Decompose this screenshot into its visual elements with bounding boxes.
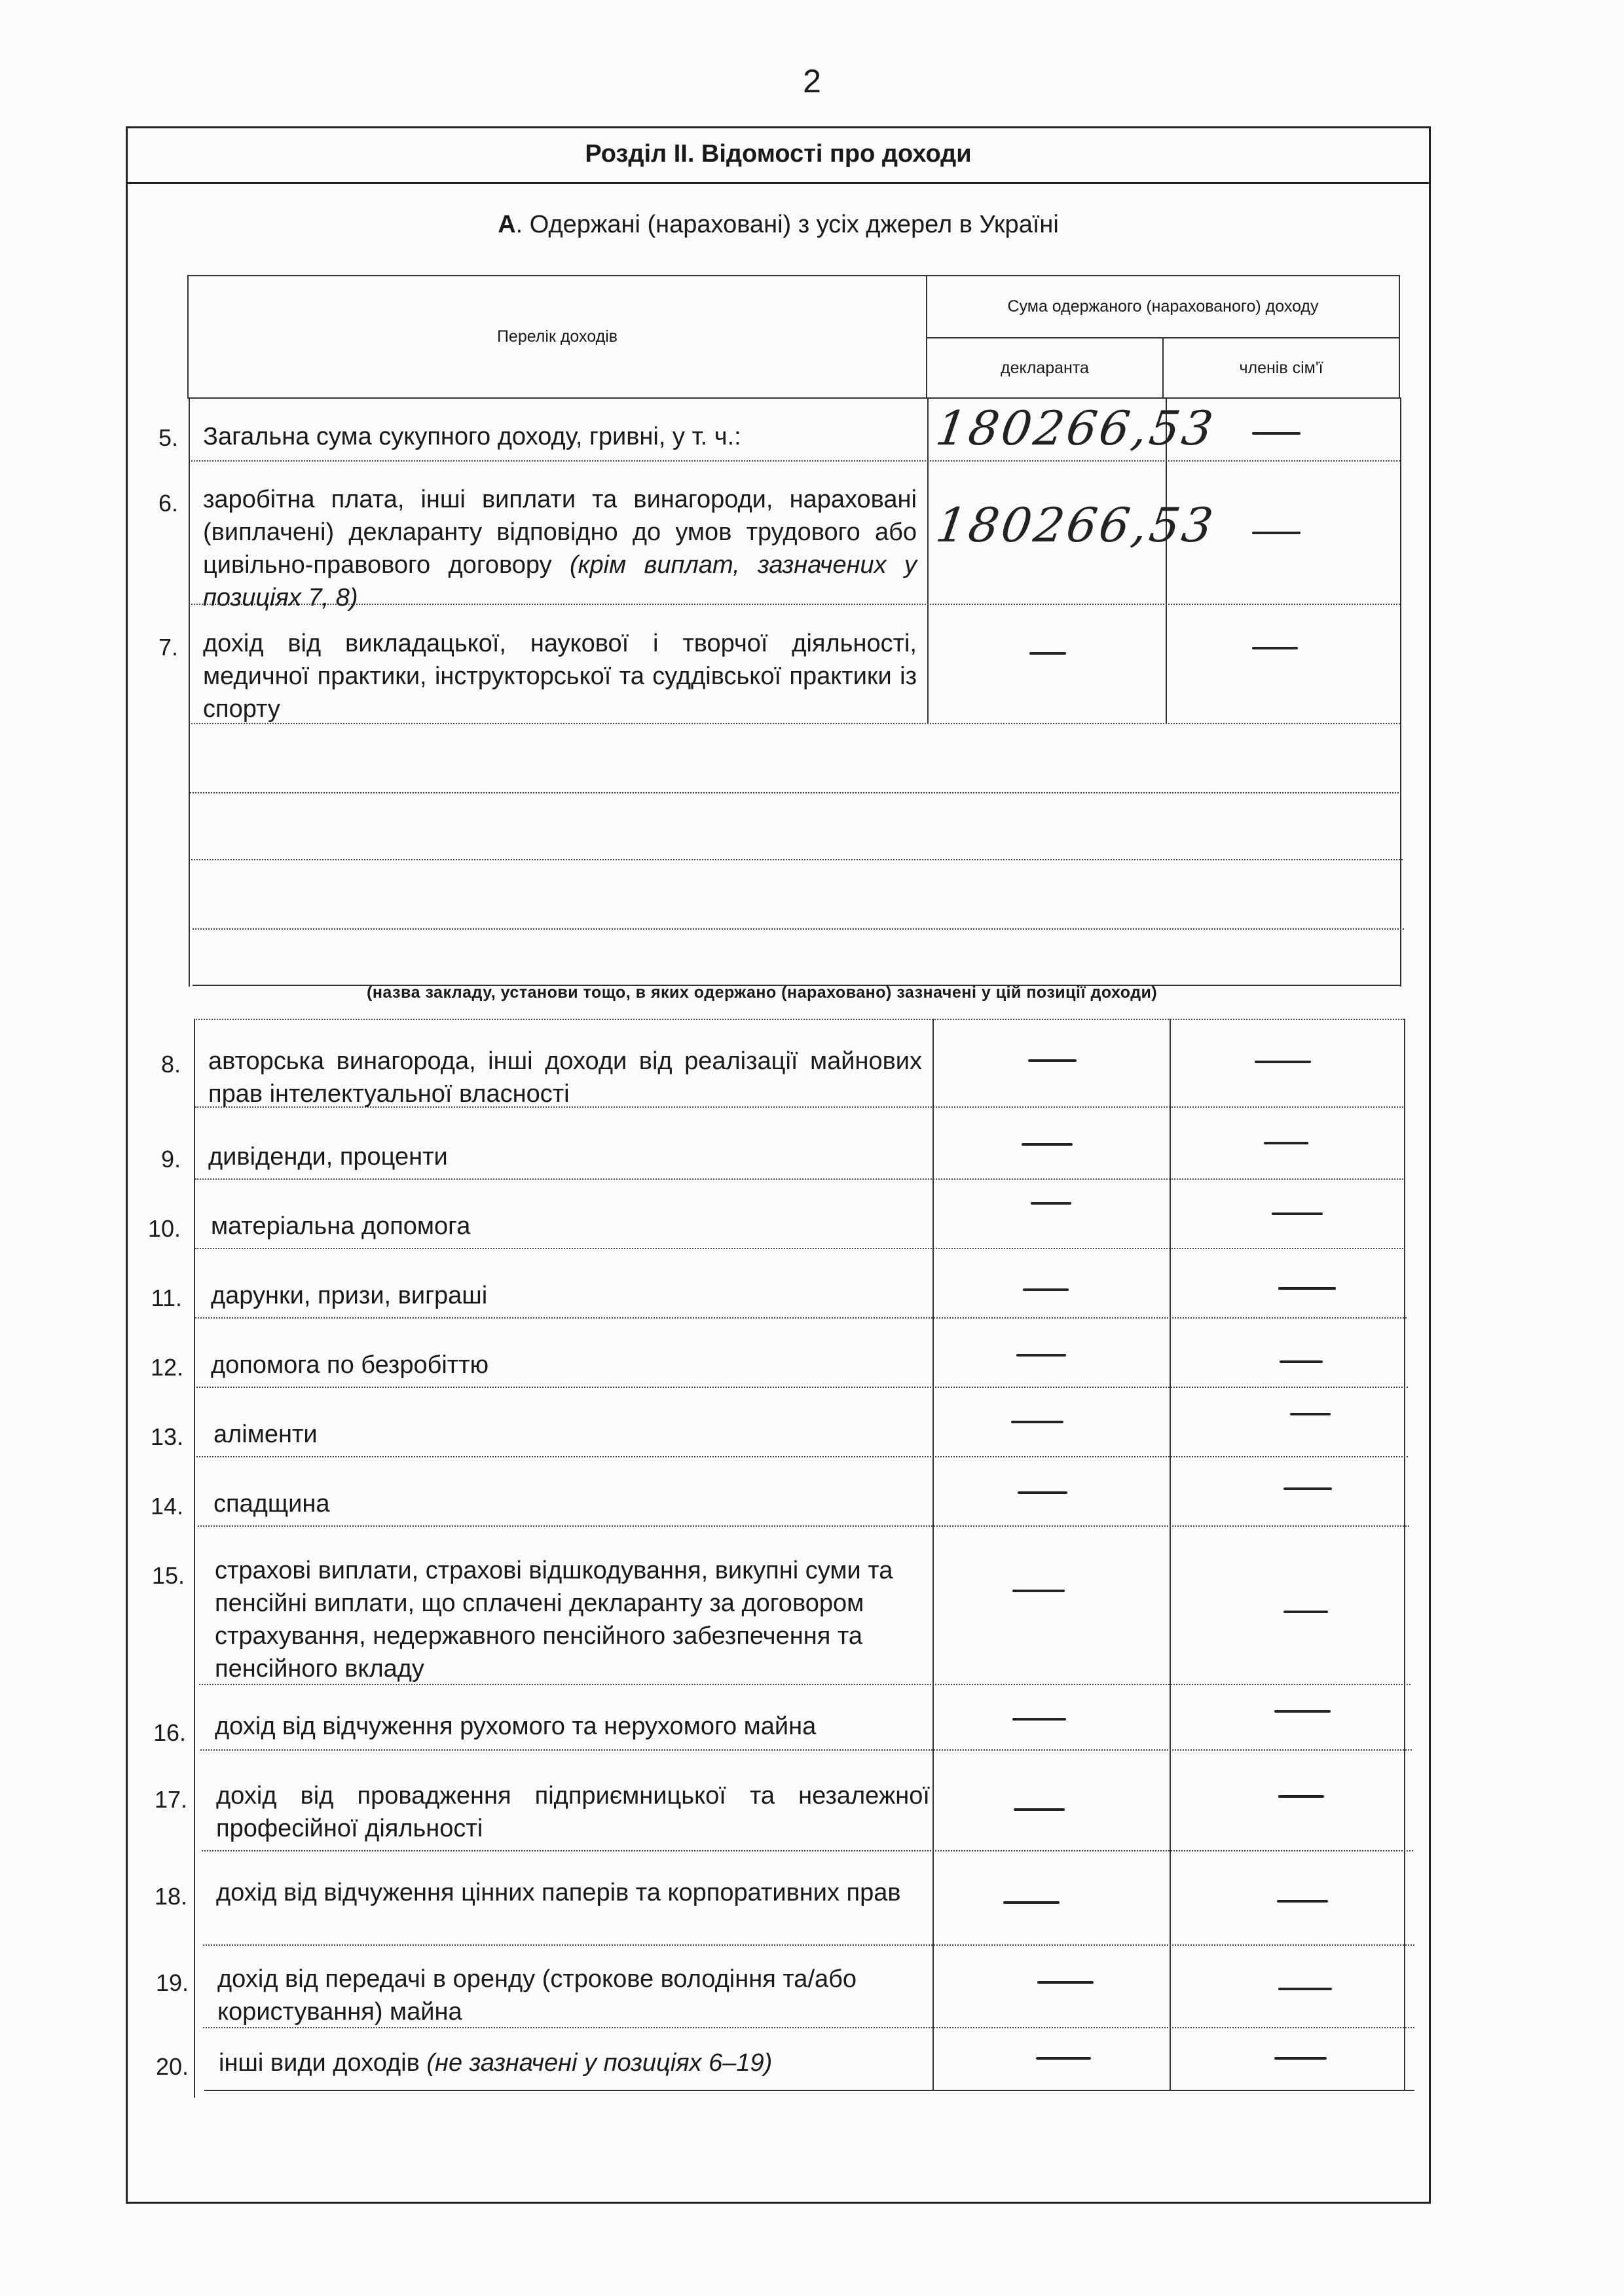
row-label: дохід від провадження підприємницької та незалежної професійної діяльності — [216, 1782, 930, 1842]
declarant-dash — [1023, 1288, 1069, 1291]
row-number: 6. — [158, 490, 178, 517]
declarant-amount: 180266,53 — [932, 498, 1219, 553]
grid-line — [195, 1248, 1405, 1249]
row-number: 16. — [153, 1719, 186, 1746]
family-dash — [1290, 1413, 1331, 1415]
row-number: 5. — [158, 424, 178, 451]
row-label — [203, 483, 917, 614]
row-label-text: інші види доходів — [219, 2049, 420, 2077]
grid-line — [194, 1019, 1404, 1020]
row-label: дохід від відчуження рухомого та нерухомого майна — [215, 1713, 817, 1740]
grid-line — [194, 1019, 195, 2098]
grid-line — [195, 1178, 1405, 1180]
family-dash — [1278, 1795, 1324, 1798]
declarant-dash — [1022, 1143, 1073, 1146]
grid-line — [189, 460, 1400, 462]
row-label-text: заробітна плата, інші виплати та винагороди, нараховані (виплачені) декларанту відповідно до умов трудового або цивільно-правового договору — [203, 486, 917, 579]
header-list-label: Перелік доходів — [496, 327, 618, 346]
row-label: аліменти — [213, 1421, 318, 1448]
family-dash — [1280, 1360, 1323, 1363]
row-label: допомога по безробіттю — [211, 1351, 489, 1379]
header-family — [1163, 338, 1399, 398]
family-dash — [1283, 1487, 1332, 1490]
row-label: дохід від передачі в оренду (строкове володіння та/або користування) майна — [217, 1965, 857, 2026]
grid-line — [200, 1749, 1412, 1751]
header-sum — [927, 276, 1399, 338]
family-dash — [1272, 1212, 1323, 1215]
row-number: 19. — [155, 1969, 189, 1996]
family-dash — [1264, 1142, 1308, 1144]
row-note: (крім виплат, зазначених у позиціях 7, 8) — [203, 551, 917, 611]
row-label: дивіденди, проценти — [208, 1143, 448, 1171]
grid-line — [196, 1387, 1408, 1388]
section-title-text: Розділ ІІ. Відомості про доходи — [585, 140, 972, 168]
header-list — [188, 276, 927, 398]
row-number: 18. — [154, 1883, 187, 1910]
subsection-letter: А — [498, 211, 516, 238]
row-number: 9. — [160, 1146, 181, 1173]
declarant-dash — [1012, 1718, 1066, 1721]
family-dash — [1283, 1611, 1328, 1613]
family-dash — [1252, 647, 1298, 649]
family-dash — [1274, 1710, 1331, 1713]
declarant-dash — [1003, 1901, 1060, 1904]
row-number: 11. — [151, 1285, 182, 1311]
section-title — [126, 126, 1431, 184]
grid-line — [189, 397, 190, 987]
family-dash — [1278, 1988, 1332, 1990]
family-dash — [1252, 432, 1301, 435]
row-label: дарунки, призи, виграші — [211, 1282, 488, 1309]
declarant-dash — [1014, 1808, 1065, 1811]
declarant-dash — [1029, 652, 1066, 655]
row-label: Загальна сума сукупного доходу, гривні, у т. ч.: — [203, 423, 741, 450]
grid-line — [195, 1317, 1407, 1319]
row-number: 13. — [150, 1423, 183, 1450]
row-label: дохід від відчуження цінних паперів та корпоративних прав — [216, 1879, 901, 1906]
grid-line — [193, 928, 1404, 930]
row-note: (не зазначені у позиціях 6–19) — [426, 2049, 773, 2077]
family-dash — [1278, 1287, 1336, 1290]
row-number: 20. — [155, 2053, 189, 2080]
row-number: 17. — [154, 1786, 187, 1813]
header-family-label: членів сім'ї — [1239, 358, 1323, 377]
row-number: 10. — [147, 1215, 181, 1242]
grid-line — [202, 1850, 1413, 1851]
row-number: 7. — [158, 634, 178, 661]
row-number: 8. — [160, 1051, 181, 1078]
family-dash — [1277, 1900, 1328, 1903]
subsection-title — [126, 211, 1431, 239]
declarant-dash — [1018, 1491, 1067, 1494]
header-declarant-label: декларанта — [1001, 358, 1089, 377]
declarant-dash — [1037, 1981, 1094, 1984]
header-declarant — [927, 338, 1163, 398]
institution-caption: (назва закладу, установи тощо, в яких одержано (нараховано) зазначені у цій позиції доходи) — [367, 983, 1158, 1002]
family-dash — [1252, 532, 1301, 534]
family-dash — [1274, 2057, 1327, 2060]
declarant-dash — [1016, 1354, 1066, 1357]
declarant-dash — [1028, 1059, 1077, 1062]
row-number: 15. — [151, 1562, 185, 1589]
subsection-title-text: . Одержані (нараховані) з усіх джерел в Україні — [515, 211, 1059, 238]
row-label: авторська винагорода, інші доходи від реалізації майнових прав інтелектуальної власності — [208, 1048, 922, 1108]
grid-line — [1400, 397, 1401, 987]
row-label: матеріальна допомога — [211, 1212, 471, 1240]
header-sum-label: Сума одержаного (нарахованого) доходу — [1007, 297, 1319, 316]
row-label — [219, 2047, 932, 2079]
declarant-dash — [1012, 1590, 1065, 1592]
page-number: 2 — [803, 63, 821, 100]
grid-line — [927, 397, 929, 723]
declarant-dash — [1036, 2057, 1091, 2060]
grid-line — [203, 1944, 1414, 1946]
row-number: 14. — [150, 1493, 183, 1520]
row-label: спадщина — [213, 1490, 330, 1518]
family-dash — [1255, 1061, 1311, 1063]
grid-line — [204, 2090, 1414, 2091]
grid-line — [190, 792, 1401, 793]
declarant-dash — [1031, 1202, 1071, 1205]
declarant-amount: 180266,53 — [932, 401, 1219, 456]
row-label: дохід від викладацької, наукової і творчої діяльності, медичної практики, інструкторської та суддівської практики із спорту — [203, 630, 917, 723]
declarant-dash — [1011, 1421, 1063, 1423]
income-table-header — [187, 275, 1400, 399]
grid-line — [191, 859, 1403, 860]
row-number: 12. — [150, 1354, 183, 1381]
grid-line — [196, 1456, 1408, 1457]
row-label: страхові виплати, страхові відшкодування, викупні суми та пенсійні виплати, що сплачені декларанту за договором страхування, недержавного пенсійного забезпечення та пенсійного вкладу — [215, 1557, 893, 1683]
grid-line — [198, 1525, 1409, 1527]
